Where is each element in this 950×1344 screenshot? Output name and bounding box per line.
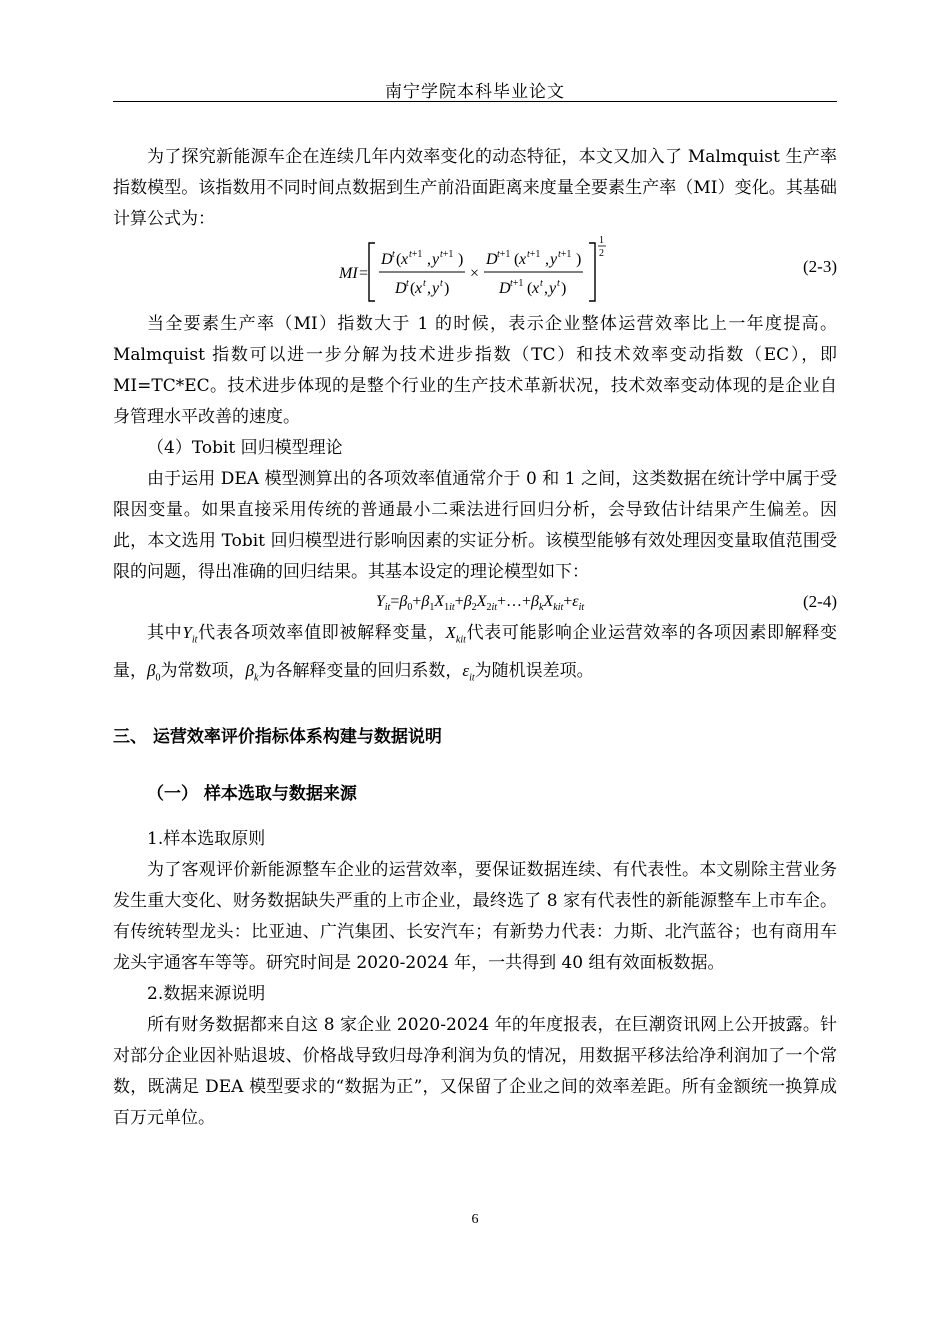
svg-text:t: t (440, 278, 443, 289)
svg-text:): ) (444, 280, 450, 297)
text-segment: 为随机误差项。 (474, 661, 594, 682)
svg-text:D: D (381, 251, 393, 268)
svg-text:): ) (458, 251, 464, 268)
page-number: 6 (471, 1212, 479, 1227)
section-heading-3: 三、 运营效率评价指标体系构建与数据说明 (113, 726, 442, 747)
paragraph-tobit-intro: 由于运用 DEA 模型测算出的各项效率值通常介于 0 和 1 之间，这类数据在统计学中属于受限因变量。如果直接采用传统的普通最小二乘法进行回归分析，会导致估计结果产生偏差。因此，本文选用 Tobit 回归模型进行影响因素的实证分析。该模型能够有效处理因变量取值范围受限的问题，得出准确的回归结果。其基本设定的理论模型如下： (113, 469, 837, 582)
svg-text:,: , (427, 251, 431, 268)
subsection-heading-1: （一） 样本选取与数据来源 (147, 783, 357, 804)
subheading-tobit: （4）Tobit 回归模型理论 (147, 438, 343, 458)
item-title-sample-selection: 1.样本选取原则 (147, 828, 266, 849)
malmquist-formula (339, 235, 659, 309)
svg-text:(: ( (410, 280, 416, 297)
svg-text:y: y (432, 251, 440, 268)
svg-text:y: y (432, 280, 440, 297)
svg-text:t: t (392, 249, 395, 260)
tobit-formula: $Y_{it}=\beta_0+\beta_1X_{1it}+\beta_2X_{2it}+\dots+\beta_kX_{kit}+\varepsilon_{it}$ (375, 593, 585, 614)
text-segment: 为常数项， (160, 661, 246, 682)
svg-text:): ) (576, 251, 582, 268)
svg-text:t+1: t+1 (527, 249, 541, 260)
paragraph-variable-definitions: 其中$Y_{it}$代表各项效率值即被解释变量，$X_{kit}$代表可能影响企业运营效率的各项因素即解释变量，$\beta_0$为常数项，$\beta_k$为各解释变量的回归系数，$\varepsilon_{it}$为随机误差项。 (113, 623, 838, 684)
svg-text:=: = (359, 265, 369, 282)
text-segment: 其中 (147, 623, 183, 643)
equation-2-4 (113, 588, 837, 617)
svg-text:,: , (544, 280, 548, 297)
svg-text:x: x (415, 280, 423, 297)
equation-number-2-4: (2-4) (803, 592, 837, 611)
svg-text:1: 1 (599, 235, 604, 246)
paragraph-mi-explanation: 当全要素生产率（MI）指数大于 1 的时候，表示企业整体运营效率比上一年度提高。Malmquist 指数可以进一步分解为技术进步指数（TC）和技术效率变动指数（EC），即 MI=TC*EC。技术进步体现的是整个行业的生产技术革新状况，技术效率变动体现的是企业自身管理水平改善的速度。 (113, 314, 837, 427)
svg-text:D: D (499, 280, 511, 297)
svg-text:t: t (406, 278, 409, 289)
page-body (113, 142, 837, 1134)
svg-text:t+1: t+1 (510, 278, 524, 289)
equation-2-3 (113, 235, 837, 309)
svg-text:×: × (470, 265, 480, 282)
svg-text:(: ( (527, 280, 533, 297)
svg-text:,: , (545, 251, 549, 268)
svg-text:t: t (423, 278, 426, 289)
svg-text:D: D (395, 280, 407, 297)
paragraph-data-source: 所有财务数据都来自这 8 家企业 2020-2024 年的年度报表，在巨潮资讯网上公开披露。针对部分企业因补贴退坡、价格战导致归母净利润为负的情况，用数据平移法给净利润加了一个常数，既满足 DEA 模型要求的“数据为正”，又保留了企业之间的效率差距。所有金额统一换算成百万元单位。 (113, 1014, 837, 1128)
svg-text:y: y (549, 280, 557, 297)
svg-text:(: ( (514, 251, 520, 268)
svg-text:,: , (427, 280, 431, 297)
svg-text:x: x (519, 251, 527, 268)
svg-text:t+1: t+1 (497, 249, 511, 260)
svg-text:t+1: t+1 (558, 249, 572, 260)
page-header: 南宁学院本科毕业论文 (385, 82, 565, 102)
equation-number-2-3: (2-3) (803, 257, 837, 276)
paragraph-sample-selection: 为了客观评价新能源整车企业的运营效率，要保证数据连续、有代表性。本文剔除主营业务发生重大变化、财务数据缺失严重的上市企业，最终选了 8 家有代表性的新能源整车上市车企。有传统转型龙头：比亚迪、广汽集团、长安汽车；有新势力代表：力斯、北汽蓝谷；也有商用车龙头宇通客车等等。研究时间是 2020-2024 年，一共得到 40 组有效面板数据。 (113, 859, 837, 973)
header-rule (113, 101, 837, 102)
paragraph-malmquist-intro: 为了探究新能源车企在连续几年内效率变化的动态特征，本文又加入了 Malmquist 生产率指数模型。该指数用不同时间点数据到生产前沿面距离来度量全要素生产率（MI）变化。其基础计算公式为： (113, 147, 837, 229)
item-title-data-source: 2.数据来源说明 (147, 983, 266, 1004)
svg-text:t+1: t+1 (440, 249, 454, 260)
svg-text:y: y (550, 251, 558, 268)
svg-text:2: 2 (599, 248, 604, 259)
svg-text:t+1: t+1 (409, 249, 423, 260)
svg-text:(: ( (396, 251, 402, 268)
svg-text:): ) (561, 280, 567, 297)
text-segment: 代表可能影响企业运营效率的各项因素即解释变量， (113, 623, 838, 682)
svg-text:x: x (401, 251, 409, 268)
svg-text:t: t (557, 278, 560, 289)
text-segment: 代表各项效率值即被解释变量， (197, 623, 446, 643)
svg-text:D: D (486, 251, 498, 268)
svg-text:MI: MI (339, 265, 358, 282)
svg-text:t: t (540, 278, 543, 289)
svg-text:x: x (532, 280, 540, 297)
text-segment: 为各解释变量的回归系数， (258, 661, 463, 682)
